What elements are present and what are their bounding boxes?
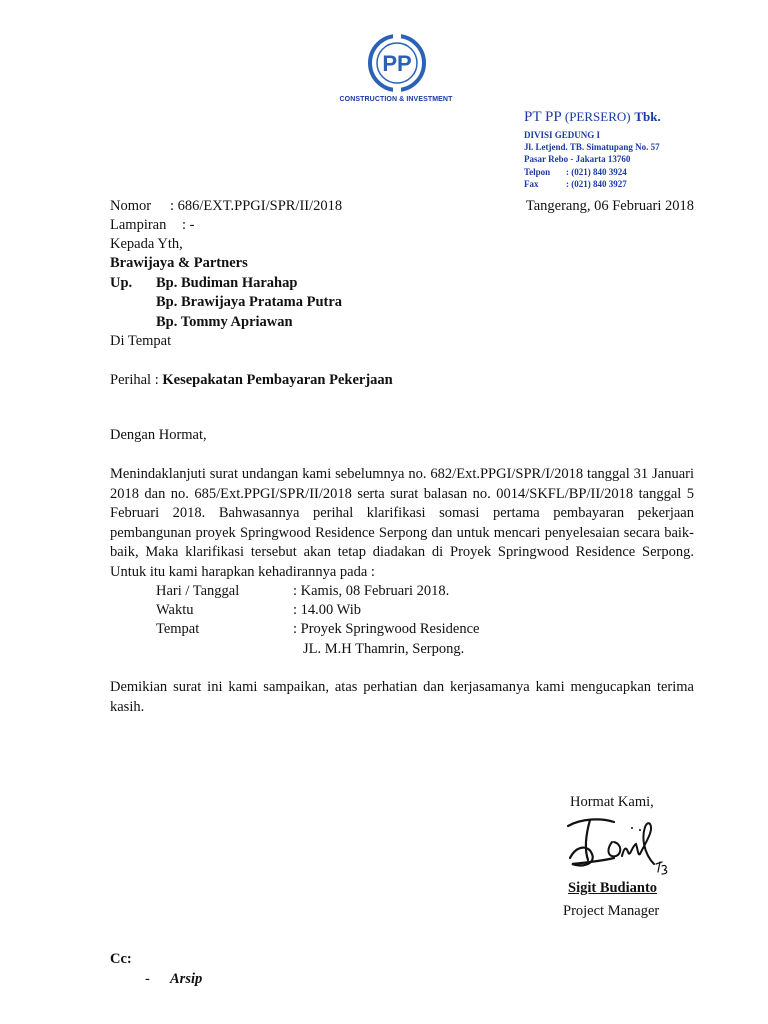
company-persero: (PERSERO) bbox=[564, 109, 631, 124]
schedule-value: : 14.00 Wib bbox=[293, 602, 362, 618]
phone-line bbox=[524, 166, 660, 178]
recipient-company: Brawijaya & Partners bbox=[110, 255, 248, 271]
schedule-label: Hari / Tanggal bbox=[156, 583, 240, 599]
schedule-value: : Kamis, 08 Februari 2018. bbox=[293, 583, 450, 599]
perihal-value: Kesepakatan Pembayaran Pekerjaan bbox=[162, 372, 393, 388]
signature-image bbox=[562, 812, 672, 883]
company-name bbox=[524, 109, 661, 126]
closing-text: Demikian surat ini kami sampaikan, atas perhatian dan kerjasamanya kami mengucapkan terima kasih. bbox=[110, 679, 694, 715]
schedule-address: JL. M.H Thamrin, Serpong. bbox=[303, 641, 465, 657]
handwritten-signature-icon bbox=[562, 812, 672, 878]
logo-caption: CONSTRUCTION & INVESTMENT bbox=[339, 96, 453, 103]
recipient-3: Bp. Tommy Apriawan bbox=[156, 314, 293, 330]
address-line-1: Jl. Letjend. TB. Simatupang No. 57 bbox=[524, 142, 660, 153]
lampiran-line bbox=[110, 216, 194, 236]
recipient-2: Bp. Brawijaya Pratama Putra bbox=[156, 294, 343, 310]
schedule-label: Tempat bbox=[156, 621, 200, 637]
division: DIVISI GEDUNG I bbox=[524, 130, 601, 140]
letter-date: Tangerang, 06 Februari 2018 bbox=[525, 198, 694, 214]
lampiran-value: : - bbox=[182, 217, 195, 233]
up-label: Up. bbox=[110, 275, 133, 291]
company-prefix: PT PP bbox=[524, 109, 562, 125]
nomor-label: Nomor bbox=[110, 198, 152, 214]
phone-label: Telpon bbox=[524, 166, 551, 177]
nomor-line bbox=[110, 197, 342, 217]
lampiran-label: Lampiran bbox=[110, 217, 167, 233]
company-logo bbox=[336, 32, 456, 112]
schedule-label: Waktu bbox=[156, 602, 194, 618]
pp-logo-icon bbox=[336, 32, 456, 96]
signer-name: Sigit Budianto bbox=[568, 880, 658, 896]
greeting: Dengan Hormat, bbox=[110, 427, 207, 443]
closing-paragraph bbox=[110, 678, 694, 717]
cc-dash: - bbox=[145, 971, 150, 987]
company-tbk: Tbk. bbox=[634, 109, 661, 124]
recipient-1: Bp. Budiman Harahap bbox=[156, 275, 298, 291]
company-address bbox=[524, 129, 660, 190]
logo-text: PP bbox=[382, 51, 412, 76]
di-tempat: Di Tempat bbox=[110, 333, 172, 349]
cc-label: Cc: bbox=[110, 951, 132, 967]
perihal-line bbox=[110, 371, 393, 391]
schedule-value: : Proyek Springwood Residence bbox=[293, 621, 480, 637]
body-paragraph bbox=[110, 465, 694, 583]
fax-label: Fax bbox=[524, 178, 539, 189]
hormat-kami: Hormat Kami, bbox=[570, 794, 654, 810]
schedule-row-date bbox=[156, 582, 449, 602]
cc-item-arsip: Arsip bbox=[170, 971, 203, 987]
perihal-label: Perihal : bbox=[110, 372, 159, 388]
schedule-row-time bbox=[156, 601, 361, 621]
phone-value: : (021) 840 3924 bbox=[566, 166, 627, 177]
signer-title: Project Manager bbox=[563, 903, 660, 919]
schedule-row-place bbox=[156, 620, 479, 640]
address-line-2: Pasar Rebo - Jakarta 13760 bbox=[524, 154, 631, 165]
fax-line bbox=[524, 178, 660, 190]
fax-value: : (021) 840 3927 bbox=[566, 178, 627, 189]
nomor-value: : 686/EXT.PPGI/SPR/II/2018 bbox=[170, 198, 343, 214]
body-text: Menindaklanjuti surat undangan kami sebelumnya no. 682/Ext.PPGI/SPR/I/2018 tanggal 31 Januari 2018 dan no. 685/Ext.PPGI/SPR/II/2018 serta surat balasan no. 0014/SKFL/BP/II/2018 tanggal 5 Februari 2018. Bahwasannya perihal klarifikasi somasi pertama pembayaran pekerjaan pembangunan proyek Springwood Residence Serpong dan untuk mencari penyelesaian secara baik-baik, Maka klarifikasi tersebut akan tetap diadakan di Proyek Springwood Residence Serpong. Untuk itu kami harapkan kehadirannya pada : bbox=[110, 466, 694, 580]
kepada: Kepada Yth, bbox=[110, 236, 183, 252]
